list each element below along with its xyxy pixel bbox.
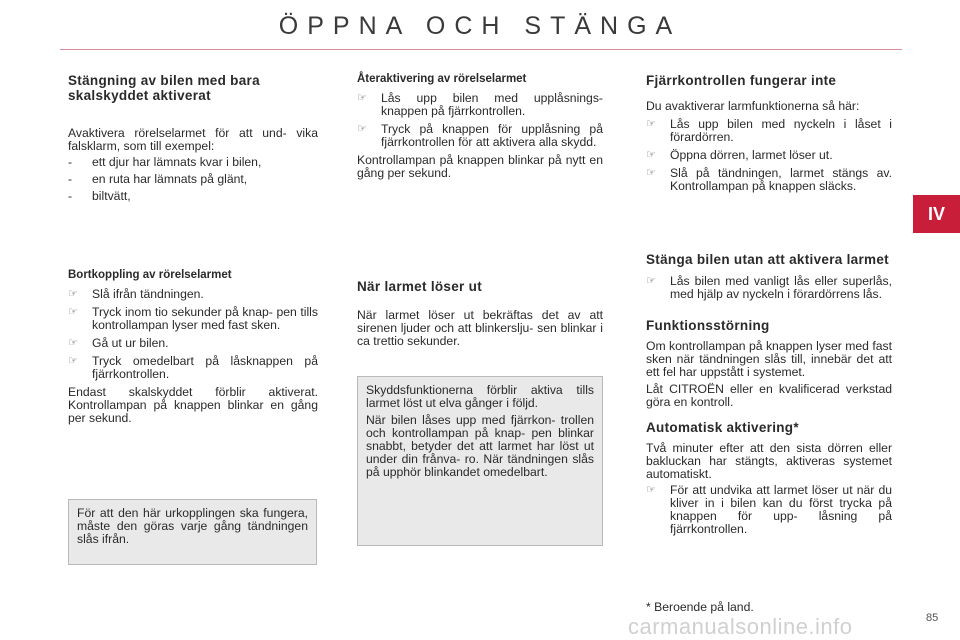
pointer-hand-icon: ☞ [646,484,656,496]
lock-steps [646,275,892,301]
remote-intro: Du avaktiverar larmfunktionerna så här: [646,99,860,113]
page-title: ÖPPNA OCH STÄNGA [278,12,682,40]
pointer-hand-icon: ☞ [357,92,367,104]
note-text: För att den här urkopplingen ska fungera, måste den göras varje gång tändningen slås ifrån. [77,506,308,546]
list-item: ☞ Lås upp bilen med nyckeln i låset i förardörren. [646,117,892,144]
pointer-hand-icon: ☞ [646,275,656,287]
pointer-hand-icon: ☞ [357,123,367,135]
list-item: - en ruta har lämnats på glänt, [68,172,248,186]
section-heading-funktionsstorning: Funktionsstörning [646,318,770,333]
section-heading-fjarrkontroll: Fjärrkontrollen fungerar inte [646,73,837,88]
list-item: ☞ Slå ifrån tändningen. [68,287,204,301]
section-heading-skalskydd: Stängning av bilen med bara skalskyddet aktiverat [68,73,260,103]
chapter-tab[interactable]: IV [913,195,960,233]
right-column-lock [646,252,892,536]
info-box [357,376,603,546]
list-item: ☞ Gå ut ur bilen. [68,336,169,350]
list-item: ☞ Tryck omedelbart på låsknappen på fjärrkontrollen. [68,354,318,381]
pointer-hand-icon: ☞ [646,149,656,161]
list-item: ☞ Tryck på knappen för upplåsning på fjärrkontrollen för att aktivera alla skydd. [357,122,603,149]
list-item: ☞ Öppna dörren, larmet löser ut. [646,148,833,162]
pointer-hand-icon: ☞ [68,337,78,349]
auto-text: Två minuter efter att den sista dörren eller bakluckan har stängts, aktiveras systemet automatiskt. [646,441,892,481]
dash-marker: - [68,172,73,186]
pointer-hand-icon: ☞ [646,118,656,130]
info-box-text-1: Skyddsfunktionerna förblir aktiva tills larmet löst ut elva gånger i följd. [366,383,594,410]
info-box-text-2: När bilen låses upp med fjärrkon- trollen och kontrollampan på knap- pen blinkar snabbt, betyder det att larmet har löst ut under din frånva- ro. När tändningen slås på upphör blinkandet omedelbart. [366,413,594,479]
malfunction-text-1: Om kontrollampan på knappen lyser med fast sken när tändningen slås till, innebär det att ett fel har uppstått i systemet. [646,339,892,379]
section-heading-stanga: Stänga bilen utan att aktivera larmet [646,252,889,267]
list-item: ☞ Slå på tändningen, larmet stängs av. Kontrollampan på knappen släcks. [646,166,892,193]
middle-column-lower [357,279,603,348]
pointer-hand-icon: ☞ [646,167,656,179]
dash-marker: - [68,189,73,203]
reactivate-steps [357,92,603,149]
list-item: - ett djur har lämnats kvar i bilen, [68,155,262,169]
malfunction-text-2: Låt CITROËN eller en kvalificerad verkstad göra en kontroll. [646,382,892,409]
examples-list [68,156,318,203]
section-heading-automatisk: Automatisk aktivering* [646,420,799,435]
list-item: ☞ För att undvika att larmet löser ut när du kliver in i bilen kan du först trycka på knappen för upp- låsning på fjärrkontrollen. [646,483,892,536]
footnote: * Beroende på land. [646,600,754,614]
pointer-hand-icon: ☞ [68,288,78,300]
subsection-heading-ateraktivering: Återaktivering av rörelselarmet [357,73,527,85]
intro-text: Avaktivera rörelselarmet för att und- vika falsklarm, som till exempel: [68,126,318,153]
right-column [646,73,892,193]
watermark: carmanualsonline.info [628,614,853,639]
left-column-lower [68,269,318,425]
section-heading-larmet: När larmet löser ut [357,279,482,294]
remote-steps [646,118,892,193]
disconnect-result: Endast skalskyddet förblir aktiverat. Kontrollampan på knappen blinkar en gång per sekund. [68,385,318,425]
list-item: ☞ Tryck inom tio sekunder på knap- pen tills kontrollampan lyser med fast sken. [68,305,318,332]
note-box [68,499,317,565]
disconnect-steps [68,288,318,381]
title-divider [60,49,902,50]
pointer-hand-icon: ☞ [68,355,78,367]
left-column [68,73,318,203]
subsection-heading-bortkoppling: Bortkoppling av rörelselarmet [68,269,232,281]
list-item: ☞ Lås upp bilen med upplåsnings- knappen på fjärrkontrollen. [357,91,603,118]
dash-marker: - [68,155,73,169]
list-item: ☞ Lås bilen med vanligt lås eller superlås, med hjälp av nyckeln i förardörrens lås. [646,274,892,301]
reactivate-result: Kontrollampan på knappen blinkar på nytt en gång per sekund. [357,153,603,180]
auto-steps [646,484,892,536]
alarm-text: När larmet löser ut bekräftas det av att sirenen ljuder och att blinkerslju- sen blinkar i ca trettio sekunder. [357,308,603,348]
middle-column [357,73,603,180]
page-number: 85 [926,612,939,624]
list-item: - biltvätt, [68,189,131,203]
pointer-hand-icon: ☞ [68,306,78,318]
